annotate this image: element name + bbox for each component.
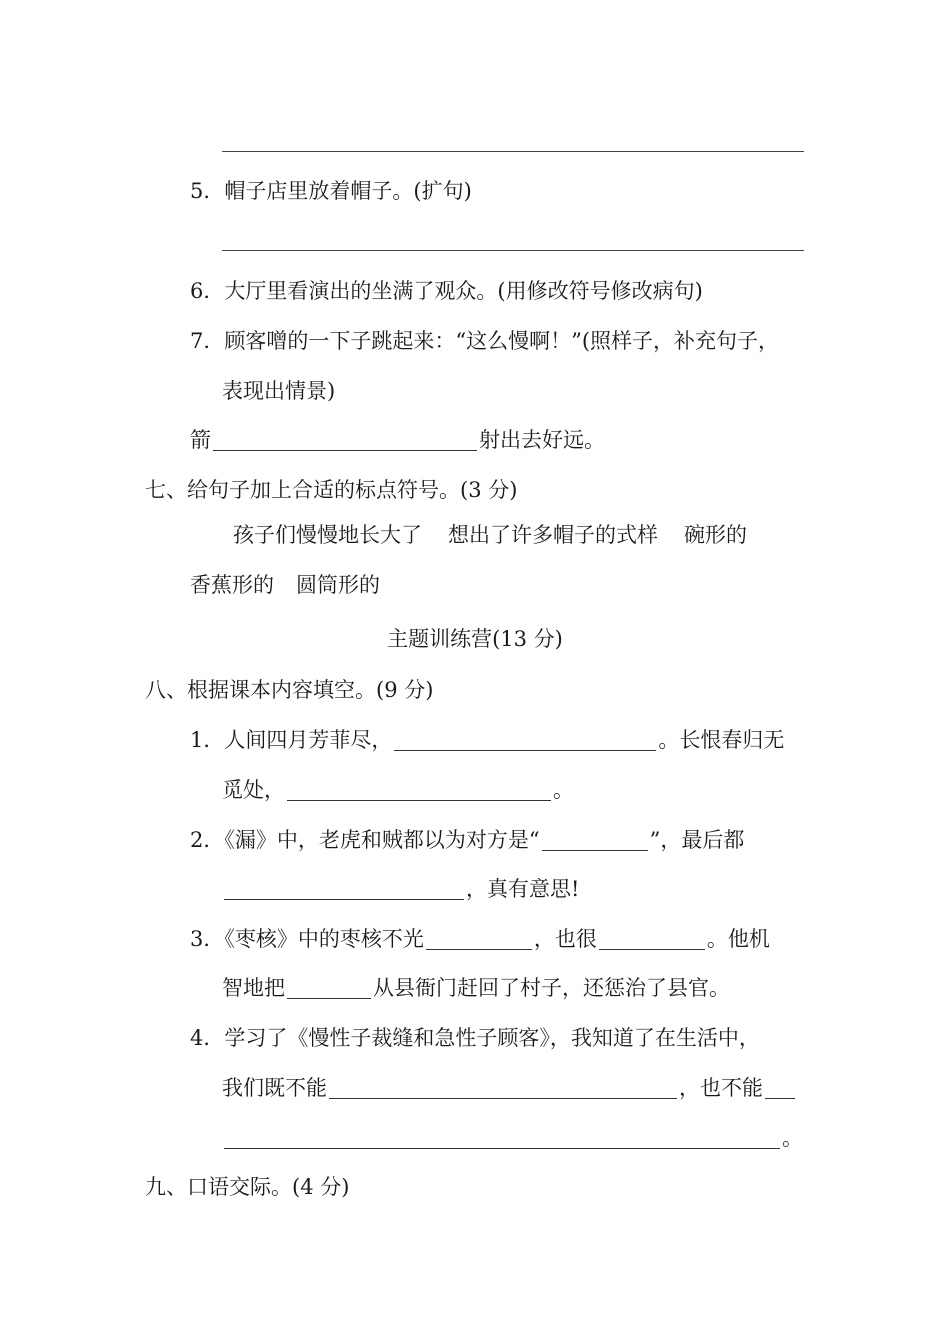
- fill-blank[interactable]: [287, 976, 371, 999]
- item-text: ，也不能: [679, 1076, 763, 1100]
- question-number: 7．: [190, 329, 225, 353]
- phrase: 孩子们慢慢地长大了: [233, 523, 422, 547]
- fill-blank[interactable]: [394, 728, 656, 751]
- item-text: 《枣核》中的枣核不光: [224, 927, 424, 951]
- item-text: 人间四月芳菲尽，: [224, 728, 393, 752]
- item-1-line1: [190, 725, 784, 755]
- fill-blank[interactable]: [213, 428, 477, 451]
- question-7-fill: [190, 425, 605, 455]
- question-5: [190, 176, 472, 206]
- fill-blank[interactable]: [765, 1076, 795, 1099]
- item-text: ，真有意思!: [466, 877, 580, 901]
- fill-prefix: 箭: [190, 428, 211, 452]
- item-text: 《漏》中，老虎和贼都以为对方是“: [224, 828, 540, 852]
- item-number: 4．: [190, 1026, 225, 1050]
- item-4-line2: [222, 1073, 797, 1103]
- answer-line-q5[interactable]: [222, 250, 804, 251]
- item-text: ，也很: [533, 927, 597, 951]
- fill-blank[interactable]: [287, 778, 551, 801]
- fill-blank[interactable]: [599, 927, 705, 950]
- item-1-line2: [222, 775, 574, 805]
- item-number: 2．: [190, 828, 225, 852]
- question-text: 顾客噌的一下子跳起来：“这么慢啊！”(照样子，补充句子，: [224, 329, 780, 353]
- punctuation-sentence-line1: [233, 520, 747, 550]
- item-number: 3．: [190, 927, 225, 951]
- question-text: 大厅里看演出的坐满了观众。(用修改符号修改病句): [224, 279, 703, 303]
- item-4-line1: [190, 1023, 760, 1053]
- fill-blank[interactable]: [329, 1076, 677, 1099]
- item-text: 觅处，: [222, 778, 285, 802]
- item-4-line3: [222, 1123, 803, 1153]
- phrase: 香蕉形的: [190, 573, 274, 597]
- phrase: 碗形的: [684, 523, 747, 547]
- section-8-title: 八、根据课本内容填空。(9 分): [145, 678, 434, 702]
- question-7: [190, 326, 779, 356]
- item-2-line1: [190, 825, 744, 855]
- item-text: 。长恨春归无: [658, 728, 785, 752]
- fill-blank[interactable]: [224, 877, 464, 900]
- item-2-line2: [222, 874, 579, 904]
- question-number: 6．: [190, 279, 225, 303]
- item-text: 我们既不能: [222, 1076, 327, 1100]
- question-text: 帽子店里放着帽子。(扩句): [224, 179, 472, 203]
- answer-line-q4[interactable]: [222, 151, 804, 152]
- question-6: [190, 276, 703, 306]
- item-3-line1: [190, 924, 770, 954]
- item-text: ”，最后都: [649, 828, 745, 852]
- fill-blank[interactable]: [426, 927, 532, 950]
- item-number: 1．: [190, 728, 225, 752]
- phrase: 想出了许多帽子的式样: [448, 523, 658, 547]
- section-7-title: 七、给句子加上合适的标点符号。(3 分): [145, 478, 518, 502]
- item-text: 。他机: [706, 927, 770, 951]
- item-text: 。: [553, 778, 574, 802]
- punctuation-sentence-line2: [190, 570, 380, 600]
- fill-blank[interactable]: [224, 1126, 780, 1149]
- fill-suffix: 射出去好远。: [479, 428, 605, 452]
- item-text: 学习了《慢性子裁缝和急性子顾客》，我知道了在生活中，: [224, 1026, 760, 1050]
- fill-blank[interactable]: [542, 828, 648, 851]
- phrase: 圆筒形的: [296, 573, 380, 597]
- item-text: 智地把: [222, 976, 285, 1000]
- question-7-continued: 表现出情景): [222, 379, 336, 403]
- question-number: 5．: [190, 179, 225, 203]
- item-3-line2: [222, 973, 730, 1003]
- item-text: 从县衙门赶回了村子，还惩治了县官。: [373, 976, 730, 1000]
- section-heading: 主题训练营(13 分): [387, 627, 563, 651]
- item-text: 。: [782, 1126, 803, 1150]
- section-9-title: 九、口语交际。(4 分): [145, 1175, 350, 1199]
